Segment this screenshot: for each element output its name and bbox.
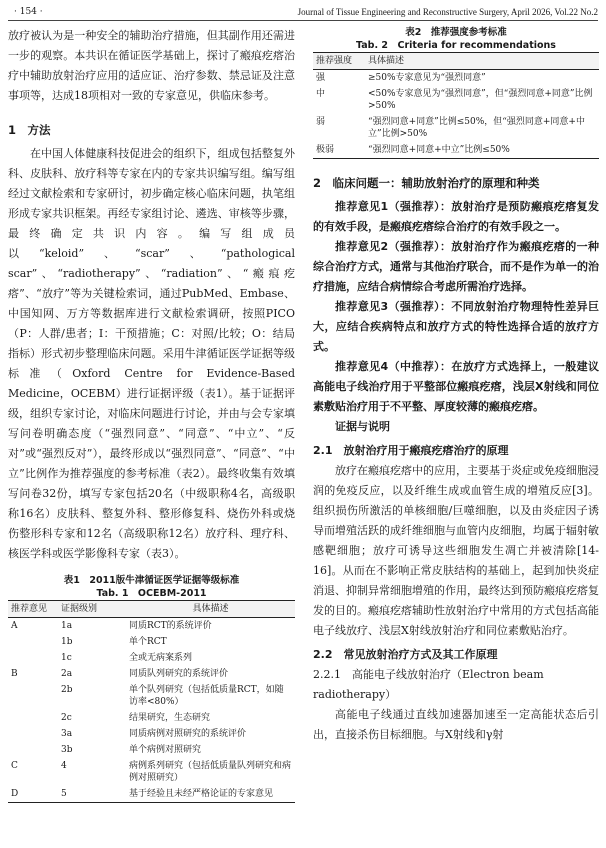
- table-1-row: [8, 758, 295, 786]
- table-1-cell: B: [11, 669, 18, 679]
- left-column: [8, 26, 295, 803]
- table-1-cell: 5: [58, 786, 126, 803]
- table-2-cell: 中: [316, 89, 326, 99]
- recommendation-3: 推荐意见3（强推荐）：不同放射治疗物理特性差异巨大，应结合疾病特点和放疗方式的特性选择合适的放疗方式。: [313, 300, 599, 353]
- table-2-cell: ≥50%专家意见为“强烈同意”: [368, 73, 486, 83]
- table-1-cell: 病例系列研究（包括低质量队列研究和病例对照研究）: [129, 761, 292, 783]
- table-1-header: 推荐意见: [8, 601, 58, 618]
- table-1-row: [8, 650, 295, 666]
- evidence-heading: 证据与说明: [335, 420, 390, 433]
- table-1-cell: 1b: [61, 637, 73, 647]
- table-2-row: [313, 142, 599, 159]
- table-1-cell: [8, 682, 58, 710]
- table-2-caption-en: Tab. 2 Criteria for recommendations: [356, 40, 556, 51]
- intro-paragraph: 放疗被认为是一种安全的辅助治疗措施，但其副作用还需进一步的观察。本共识在循证医学基础上，探讨了瘢痕疙瘩治疗中辅助放射治疗应用的适应证、治疗参数、禁忌证及注意事项等，达成18项相对一致的专家意见，供临床参考。: [8, 29, 295, 102]
- table-1-cell: 2b: [61, 685, 73, 695]
- table-2-cell: 极弱: [313, 142, 365, 159]
- subsection-2-1-paragraph: 放疗在瘢痕疙瘩中的应用，主要基于炎症或免疫细胞浸润的免疫反应，以及纤维生成或血管生成的增殖反应[3]。组织损伤所激活的单核细胞/巨噬细胞，以及由炎症因子诱导而增殖活跃的成纤维细胞与血管内皮细胞，均属于辐射敏感靶细胞；放疗可诱导这些细胞发生凋亡并被清除[14-16]。从而在不影响正常皮肤结构的基础上，起到加快炎症消退、抑制异常细胞增殖的作用，最终达到预防瘢痕疙瘩复发的目的。瘢痕疙瘩辅助性放射治疗中常用的方式包括高能电子线放疗、浅层X射线放射治疗和同位素敷贴治疗。: [313, 464, 599, 637]
- table-1-cell: [8, 710, 58, 726]
- page-number: · 154 ·: [14, 7, 43, 17]
- table-1-cell: 基于经验且未经严格论证的专家意见: [126, 786, 295, 803]
- table-1-cell: [8, 742, 58, 758]
- subsection-2-1-heading: 2.1 放射治疗用于瘢痕疙瘩治疗的原理: [313, 444, 509, 457]
- table-2-cell: <50%专家意见为“强烈同意”，但“强烈同意+同意”比例>50%: [368, 89, 593, 111]
- methods-paragraph: 在中国人体健康科技促进会的组织下，组成包括整复外科、皮肤科、放疗科等专家在内的专家共识编写组。编写组经过文献检索和专家研讨，初步确定核心临床问题，执笔组形成专家共识框架。再经专家组讨论、遴选、审核等步骤，最终确定共识内容。编写组成员以“keloid”、“scar”、“pathological scar”、“radiotherapy”、“radiation”、“瘢痕疙瘩”、“放疗”等为关键检索词，通过PubMed、Embase、中国知网、万方等数据库进行文献检索调研，按照PICO（P：人群/患者；I：干预措施；C：对照/比较；O：结局指标）形式初步整理临床问题。采用牛津循证医学证据等级标准（Oxford Centre for Evidence-Based Medicine，OCEBM）进行证据评级（表1）。基于证据评级，组织专家讨论，对临床问题进行讨论，并由与会专家填写问卷明确态度（“强烈同意”、“同意”、“中立”、“反对”或“强烈反对”），最终形成以“强烈同意”、“同意”、“中立”比例作为推荐强度的参考标准（表2）。最终收集有效填写问卷32份，填写专家包括20名（中级职称4名，高级职称16名）皮肤科、整复外科、整形修复科、烧伤外科或烧伤整形科专家和12名（高级职称12名）放疗科、理疗科、核医学科或医学影像科专家（表3）。: [8, 147, 295, 560]
- table-1-cell: 4: [61, 761, 67, 771]
- table-2-row: [313, 86, 599, 114]
- table-1-cell: [8, 634, 58, 650]
- table-1-row: [8, 786, 295, 803]
- table-2-row: [313, 70, 599, 87]
- journal-title: Journal of Tissue Engineering and Reconstructive Surgery, April 2026, Vol.22 No.2: [297, 7, 598, 17]
- table-1-header: 证据级别: [58, 601, 126, 618]
- table-1-grid: [8, 600, 295, 803]
- table-1-row: [8, 710, 295, 726]
- table-1-row: [8, 618, 295, 635]
- table-1-cell: 2a: [61, 669, 73, 679]
- table-1-cell: 单个RCT: [129, 637, 167, 647]
- table-2-grid: [313, 52, 599, 159]
- table-1-caption-cn: 表1 2011版牛津循证医学证据等级标准: [63, 575, 240, 586]
- table-1-cell: 同质队列研究的系统评价: [129, 669, 229, 679]
- table-2-cell: “强烈同意+同意+中立”比例≤50%: [365, 142, 599, 159]
- right-column: [313, 26, 599, 745]
- table-1-cell: 3b: [61, 745, 73, 755]
- table-2-cell: “强烈同意+同意”比例≤50%，但“强烈同意+同意+中立”比例>50%: [368, 117, 585, 139]
- subsection-2-2-1-paragraph: 高能电子线通过直线加速器加速至一定高能状态后引出，直接杀伤目标细胞。与X射线和γ射: [313, 708, 599, 741]
- table-1-cell: [8, 650, 58, 666]
- table-1-caption-en: Tab. 1 OCEBM-2011: [96, 588, 207, 599]
- table-2-row: [313, 114, 599, 142]
- table-1-row: [8, 742, 295, 758]
- section-2-heading: 2 临床问题一：辅助放射治疗的原理和种类: [313, 176, 540, 190]
- table-1-cell: 1a: [61, 621, 73, 631]
- table-1-cell: [8, 726, 58, 742]
- table-1-cell: 同质病例对照研究的系统评价: [129, 729, 247, 739]
- table-2-caption-cn: 表2 推荐强度参考标准: [405, 27, 507, 38]
- section-1-heading: 1 方法: [8, 123, 51, 137]
- table-1-row: [8, 666, 295, 682]
- table-1-cell: 1c: [61, 653, 72, 663]
- table-2-cell: 弱: [316, 117, 326, 127]
- recommendation-1: 推荐意见1（强推荐）：放射治疗是预防瘢痕疙瘩复发的有效手段，是瘢痕疙瘩综合治疗的有效手段之一。: [313, 200, 599, 233]
- table-1-cell: 3a: [61, 729, 73, 739]
- table-1-row: [8, 682, 295, 710]
- recommendation-4: 推荐意见4（中推荐）：在放疗方式选择上，一般建议高能电子线治疗用于平整部位瘢痕疙瘩，浅层X射线和同位素敷贴治疗用于不平整、厚度较薄的瘢痕疙瘩。: [313, 360, 599, 413]
- table-1-cell: A: [11, 621, 18, 631]
- table-1-row: [8, 726, 295, 742]
- running-header: [0, 0, 606, 22]
- header-rule: [8, 20, 598, 21]
- table-2: [313, 26, 599, 159]
- table-1-cell: 单个病例对照研究: [129, 745, 202, 755]
- recommendation-2: 推荐意见2（强推荐）：放射治疗作为瘢痕疙瘩的一种综合治疗方式，通常与其他治疗联合，而不是作为单一的治疗措施，应结合病情综合考虑所需治疗选择。: [313, 240, 599, 293]
- table-1-cell: 全或无病案系列: [129, 653, 193, 663]
- subsection-2-2-1-heading: 2.2.1 高能电子线放射治疗（Electron beam radiotherapy）: [313, 668, 544, 701]
- subsection-2-2-heading: 2.2 常见放射治疗方式及其工作原理: [313, 648, 498, 661]
- table-1-header: 具体描述: [126, 601, 295, 618]
- table-1-cell: 同质RCT的系统评价: [129, 621, 212, 631]
- table-2-cell: 强: [316, 73, 326, 83]
- table-2-header: 推荐强度: [313, 53, 365, 70]
- table-1-cell: 2c: [61, 713, 72, 723]
- table-2-header: 具体描述: [365, 53, 599, 70]
- table-1-cell: 单个队列研究（包括低质量RCT，如随访率<80%）: [129, 685, 284, 707]
- table-1: [8, 574, 295, 803]
- table-1-cell: D: [8, 786, 58, 803]
- table-1-row: [8, 634, 295, 650]
- table-1-cell: C: [11, 761, 18, 771]
- table-1-cell: 结果研究，生态研究: [129, 713, 211, 723]
